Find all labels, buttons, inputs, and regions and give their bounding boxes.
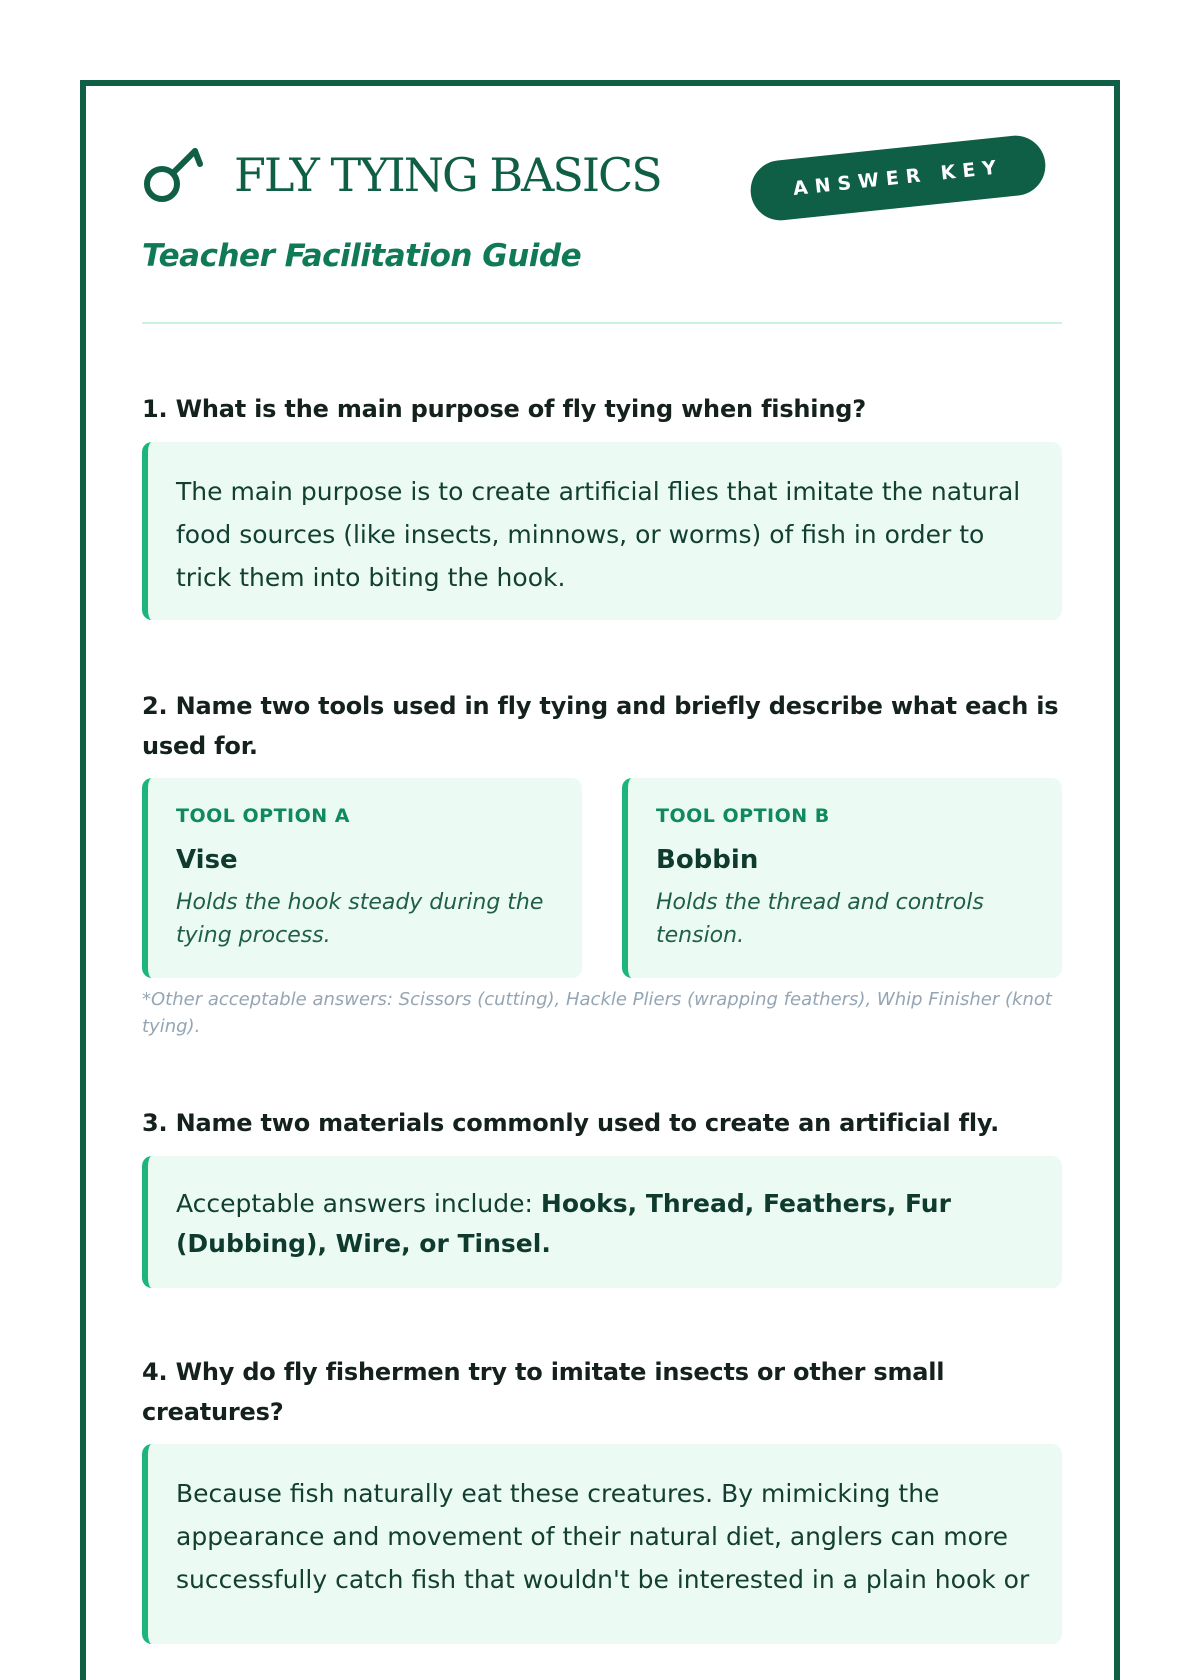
answer-3-prefix: Acceptable answers include: xyxy=(176,1189,541,1218)
question-1: 1. What is the main purpose of fly tying when fishing? xyxy=(142,395,866,423)
answer-4-text: Because fish naturally eat these creatures. By mimicking the appearance and movement of their natural diet, anglers can more successfully catch fish that wouldn't be interested in a plain hook or xyxy=(176,1479,1030,1594)
page-subtitle: Teacher Facilitation Guide xyxy=(142,238,582,274)
tool-option-a-name: Vise xyxy=(176,845,238,875)
answer-1 xyxy=(142,442,1062,620)
tool-option-b-kicker: TOOL OPTION B xyxy=(656,805,830,827)
header-divider xyxy=(142,322,1062,324)
answer-4 xyxy=(142,1444,1062,1644)
tool-options xyxy=(142,778,1062,978)
question-3: 3. Name two materials commonly used to create an artificial fly. xyxy=(142,1109,1000,1137)
answer-3-materials: Hooks, Thread, Feathers, Fur (Dubbing), Wire, or Tinsel. xyxy=(176,1189,951,1258)
page-title: FLY TYING BASICS xyxy=(234,148,661,202)
answer-key-badge-label: ANSWER KEY xyxy=(791,156,1005,200)
answer-1-text: The main purpose is to create artificial flies that imitate the natural food sources (like insects, minnows, or worms) of fish in order to trick them into biting the hook. xyxy=(176,477,1021,592)
sheet-header xyxy=(142,138,1062,218)
answer-key-sheet xyxy=(80,80,1120,1680)
answer-3 xyxy=(142,1156,1062,1288)
question-2: 2. Name two tools used in fly tying and briefly describe what each is used for. xyxy=(142,692,1059,760)
hook-icon xyxy=(142,144,206,208)
tool-option-b xyxy=(622,778,1062,978)
tool-option-a xyxy=(142,778,582,978)
question-4: 4. Why do fly fishermen try to imitate insects or other small creatures? xyxy=(142,1358,945,1426)
tool-option-a-kicker: TOOL OPTION A xyxy=(176,805,350,827)
tool-option-b-desc: Holds the thread and controls tension. xyxy=(656,890,984,948)
tool-option-a-desc: Holds the hook steady during the tying process. xyxy=(176,890,544,948)
answer-key-badge xyxy=(748,133,1049,224)
tool-alternatives-note: *Other acceptable answers: Scissors (cutting), Hackle Pliers (wrapping feathers), Whip Finisher (knot tying). xyxy=(142,989,1052,1037)
tool-option-b-name: Bobbin xyxy=(656,845,759,875)
